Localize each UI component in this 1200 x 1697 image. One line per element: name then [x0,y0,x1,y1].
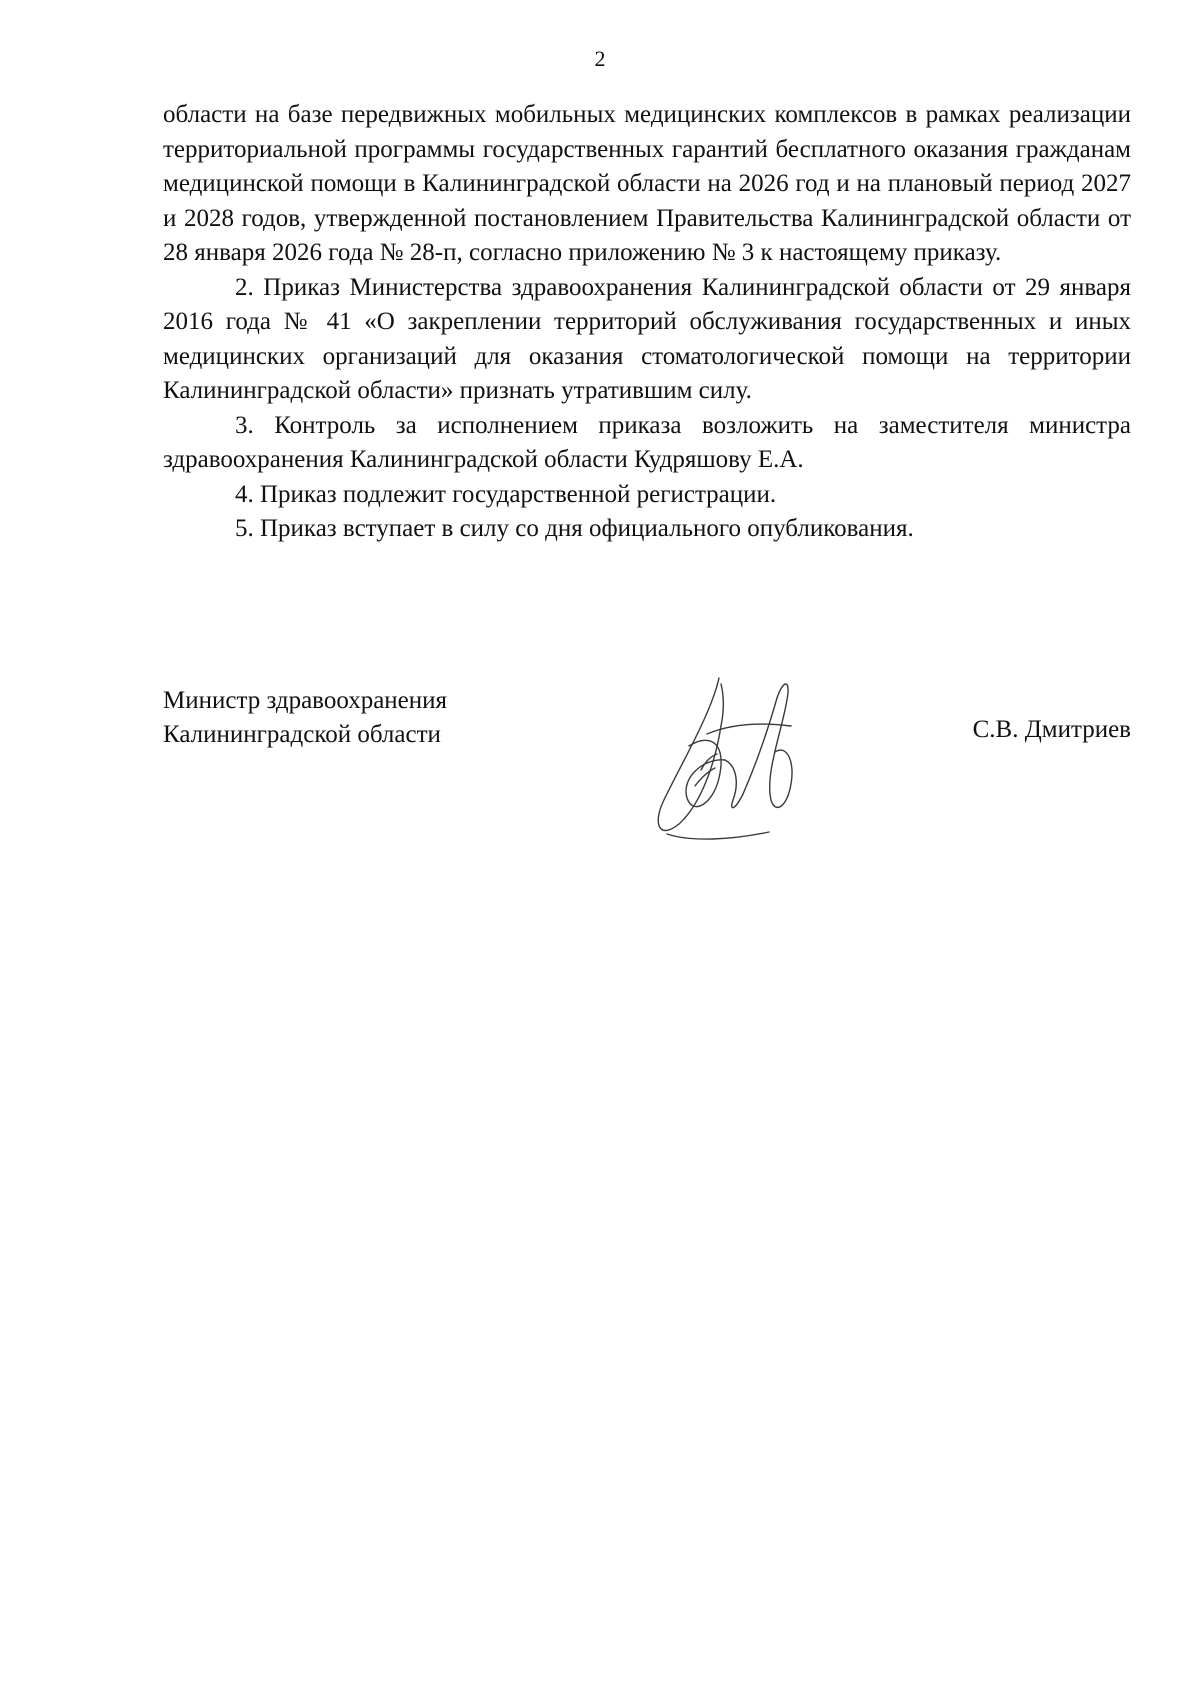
paragraph-continuation: области на базе передвижных мобильных медицинских комплексов в рамках реализации территориальной программы государственных гарантий бесплатного оказания гражданам медицинской помощи в Калининградской области на 2026 год и на плановый период 2027 и 2028 годов, утвержденной постановлением Правительства Калининградской области от 28 января 2026 года № 28-п, согласно приложению № 3 к настоящему приказу. [163,101,1131,266]
document-body [163,98,1131,547]
paragraph-item-5: 5. Приказ вступает в силу со дня официального опубликования. [235,515,914,542]
paragraph-item-3: 3. Контроль за исполнением приказа возложить на заместителя министра здравоохранения Калининградской области Кудряшову Е.А. [163,411,1131,473]
page-number: 2 [594,46,606,71]
signer-position [163,684,447,752]
handwritten-signature-icon [641,674,841,854]
signer-position-line-1: Министр здравоохранения [163,687,448,714]
signature-block [163,684,1131,864]
paragraph-item-2: 2. Приказ Министерства здравоохранения Калининградской области от 29 января 2016 года № 41 «О закреплении территорий обслуживания государственных и иных медицинских организаций для оказания стоматологической помощи на территории Калининградской области» признать утратившим силу. [163,273,1131,404]
signer-name: С.В. Дмитриев [972,716,1131,743]
signer-position-line-2: Калининградской области [163,721,441,748]
paragraph-item-4: 4. Приказ подлежит государственной регистрации. [235,480,777,508]
